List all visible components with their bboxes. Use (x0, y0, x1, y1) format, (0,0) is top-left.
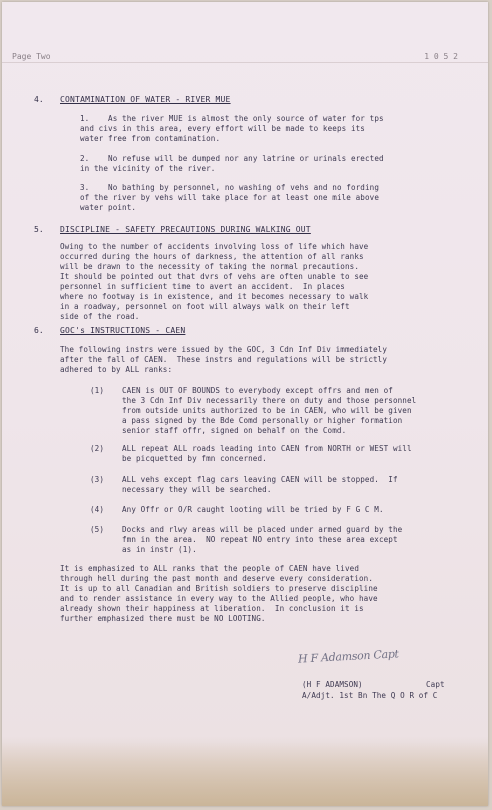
page-header-right: 1 0 5 2 (424, 52, 458, 61)
section-6-intro: The following instrs were issued by the GOC, 3 Cdn Inf Div immediately after the fall of CAEN. These instrs and regulations will be strictly adhered to by ALL ranks: (60, 345, 388, 374)
instruction-2-text: ALL repeat ALL roads leading into CAEN from NORTH or WEST will be picquetted by fmn concerned. (122, 444, 412, 463)
instruction-3-text: ALL vehs except flag cars leaving CAEN will be stopped. If necessary they will be searched. (122, 475, 398, 494)
signature-rank: Capt (426, 680, 445, 689)
instruction-1-text: CAEN is OUT OF BOUNDS to everybody except offrs and men of the 3 Cdn Inf Div necessarily there on duty and those personnel from outside units authorized to be in CAEN, who will be given a pass signed by the Bde Comd personally or higher formation senior staff offr, signed on behalf on the Comd. (122, 386, 417, 435)
instruction-2-number: (2) (90, 444, 105, 453)
section-4-number: 4. (34, 95, 44, 104)
signature-appointment: A/Adjt. 1st Bn The Q O R of C (302, 691, 438, 700)
instruction-5-number: (5) (90, 525, 105, 534)
section-4-heading: CONTAMINATION OF WATER - RIVER MUE (60, 95, 231, 104)
instruction-3-number: (3) (90, 475, 105, 484)
section-6-heading: GOC's INSTRUCTIONS - CAEN (60, 326, 186, 335)
instruction-5-text: Docks and rlwy areas will be placed under armed guard by the fmn in the area. NO repeat NO entry into these area except as in instr (1). (122, 525, 403, 554)
paper-edge-stain (2, 736, 488, 806)
section-4-para-1: 1. As the river MUE is almost the only source of water for tps and civs in this area, every effort will be made to keeps its water free from contamination. (80, 114, 384, 143)
section-6-number: 6. (34, 326, 44, 335)
document-page (2, 2, 488, 806)
handwritten-signature: H F Adamson Capt (297, 647, 399, 666)
instruction-1-number: (1) (90, 386, 105, 395)
section-4-para-3: 3. No bathing by personnel, no washing of vehs and no fording of the river by vehs will take place for at least one mile above water point. (80, 183, 379, 212)
instruction-4-number: (4) (90, 505, 105, 514)
fold-line (2, 62, 488, 63)
signature-name: (H F ADAMSON) (302, 680, 363, 689)
section-5-body: Owing to the number of accidents involving loss of life which have occurred during the hours of darkness, the attention of all ranks will be drawn to the necessity of taking the normal precautions. It should be pointed out that dvrs of vehs are often unable to see personnel in sufficient time to avert an accident. In places where no footway is in existence, and it becomes necessary to walk in a roadway, personnel on foot will always walk on their left side of the road. (60, 242, 369, 321)
section-5-heading: DISCIPLINE - SAFETY PRECAUTIONS DURING WALKING OUT (60, 225, 311, 234)
closing-paragraph: It is emphasized to ALL ranks that the people of CAEN have lived through hell during the past month and deserve every consideration. It is up to all Canadian and British soldiers to preserve discipline and to render assistance in every way to the Allied people, who have already shown their happiness at liberation. In conclusion it is further emphasized there must be NO LOOTING. (60, 564, 378, 623)
page-header-left: Page Two (12, 52, 51, 61)
section-4-para-2: 2. No refuse will be dumped nor any latrine or urinals erected in the vicinity of the river. (80, 154, 384, 173)
section-5-number: 5. (34, 225, 44, 234)
instruction-4-text: Any Offr or O/R caught looting will be tried by F G C M. (122, 505, 384, 514)
